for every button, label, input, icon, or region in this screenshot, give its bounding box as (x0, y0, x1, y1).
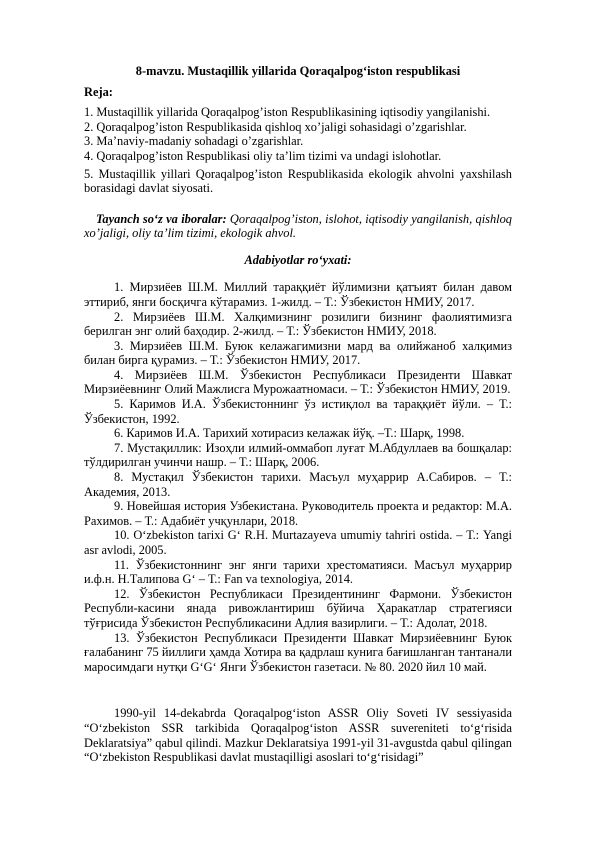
page-title: 8-mavzu. Mustaqillik yillarida Qoraqalpog‘iston respublikasi (135, 64, 461, 78)
keywords-text: Qoraqalpog’iston, islohot, iqtisodiy yangilanish, qishloq xo’jaligi, oliy ta’lim tizimi, ekologik ahvol. (84, 211, 512, 241)
literature-heading: Adabiyotlar ro‘yxati: (244, 253, 352, 268)
plan-item: 5. Mustaqillik yillari Qoraqalpog’iston Respublikasida ekologik ahvolni yaxshilash borasidagi davlat siyosati. (84, 166, 512, 196)
plan-item: 4. Qoraqalpog’iston Respublikasi oliy ta’lim tizimi va undagi islohotlar. (84, 148, 442, 163)
literature-item: 6. Каримов И.А. Тарихий хотирасиз келажак йўқ. –Т.: Шарқ, 1998. (114, 426, 465, 441)
literature-item: 12. Ўзбекистон Республикаси Президентининг Фармони. Ўзбекистон Республи-касини янада ривожлантириш бўйича Ҳаракатлар стратегияси тўғрисида Ўзбекистон Республикасини Адлия вазирлиги. – Т.: Адолат, 2018. (84, 586, 512, 630)
literature-item: 8. Мустақил Ўзбекистон тарихи. Масъул муҳаррир А.Сабиров. – Т.: Академия, 2013. (84, 470, 512, 499)
literature-item: 11. Ўзбекистоннинг энг янги тарихи хрестоматияси. Масъул муҳаррир и.ф.н. Н.Талипова G‘ – Т.: Fan va texnologiya, 2014. (84, 557, 512, 587)
literature-item: 5. Каримов И.А. Ўзбекистоннинг ўз истиқлол ва тараққиёт йўли. – Т.: Ўзбекистон, 1992. (84, 397, 512, 426)
keywords-label: Tayanch so‘z va iboralar: (96, 211, 227, 226)
literature-item: 1. Мирзиёев Ш.М. Миллий тараққиёт йўлимизни қатъият билан давом эттириб, янги босқичга кўтарамиз. 1-жилд. – Т.: Ўзбекистон НМИУ, 2017. (84, 280, 512, 309)
literature-item: 9. Новейшая история Узбекистана. Руководитель проекта и редактор: М.А. Рахимов. – Т.: Адабиёт учқунлари, 2018. (84, 499, 512, 528)
body-paragraph: 1990-yil 14-dekabrda Qoraqalpog‘iston ASSR Oliy Soveti IV sessiyasida “O‘zbekiston SSR tarkibida Qoraqalpog‘iston ASSR suvereniteti to‘g‘risida Deklaratsiya” qabul qilindi. Mazkur Deklaratsiya 1991-yil 31-avgustda qabul qilingan “O‘zbekiston Respublikasi davlat mustaqilligi asoslari to‘g‘risidagi” (84, 706, 512, 765)
literature-item: 13. Ўзбекистон Республикаси Президенти Шавкат Мирзиёевнинг Буюк ғалабанинг 75 йиллиги ҳамда Хотира ва қадрлаш кунига бағишланган тантанали маросимдаги нутқи G‘G‘ Янги Ўзбекистон газетаси. № 80. 2020 йил 10 май. (84, 630, 512, 674)
plan-item: 1. Mustaqillik yillarida Qoraqalpog’iston Respublikasining iqtisodiy yangilanishi. (84, 105, 491, 120)
plan-item: 3. Ma’naviy-madaniy sohadagi o’zgarishlar. (84, 134, 304, 149)
plan-item: 2. Qoraqalpog’iston Respublikasida qishloq xo’jaligi sohasidagi o’zgarishlar. (84, 119, 467, 134)
plan-list (84, 105, 512, 196)
literature-item: 3. Мирзиёев Ш.М. Буюк келажагимизни мард ва олийжаноб халқимиз билан бирга қурамиз. – Т.: Ўзбекистон НМИУ, 2017. (84, 338, 512, 368)
keywords-paragraph (84, 212, 512, 241)
plan-heading: Reja: (84, 84, 113, 99)
literature-item: 7. Мустақиллик: Изоҳли илмий-оммабоп луғат М.Абдуллаев ва бошқалар: тўлдирилган учинчи нашр. – Т.: Шарқ, 2006. (84, 440, 512, 470)
literature-item: 2. Мирзиёев Ш.М. Халқимизнинг розилиги бизнинг фаолиятимизга берилган энг олий баҳодир. 2-жилд. – Т.: Ўзбекистон НМИУ, 2018. (84, 309, 512, 339)
literature-list (84, 280, 512, 674)
literature-item: 10. O‘zbekiston tarixi G‘ R.H. Murtazayeva umumiy tahriri ostida. – Т.: Yangi asr avlodi, 2005. (84, 528, 512, 557)
literature-item: 4. Мирзиёев Ш.М. Ўзбекистон Республикаси Президенти Шавкат Мирзиёевнинг Олий Мажлисга Мурожаатномаси. – Т.: Ўзбекистон НМИУ, 2019. (84, 367, 512, 397)
